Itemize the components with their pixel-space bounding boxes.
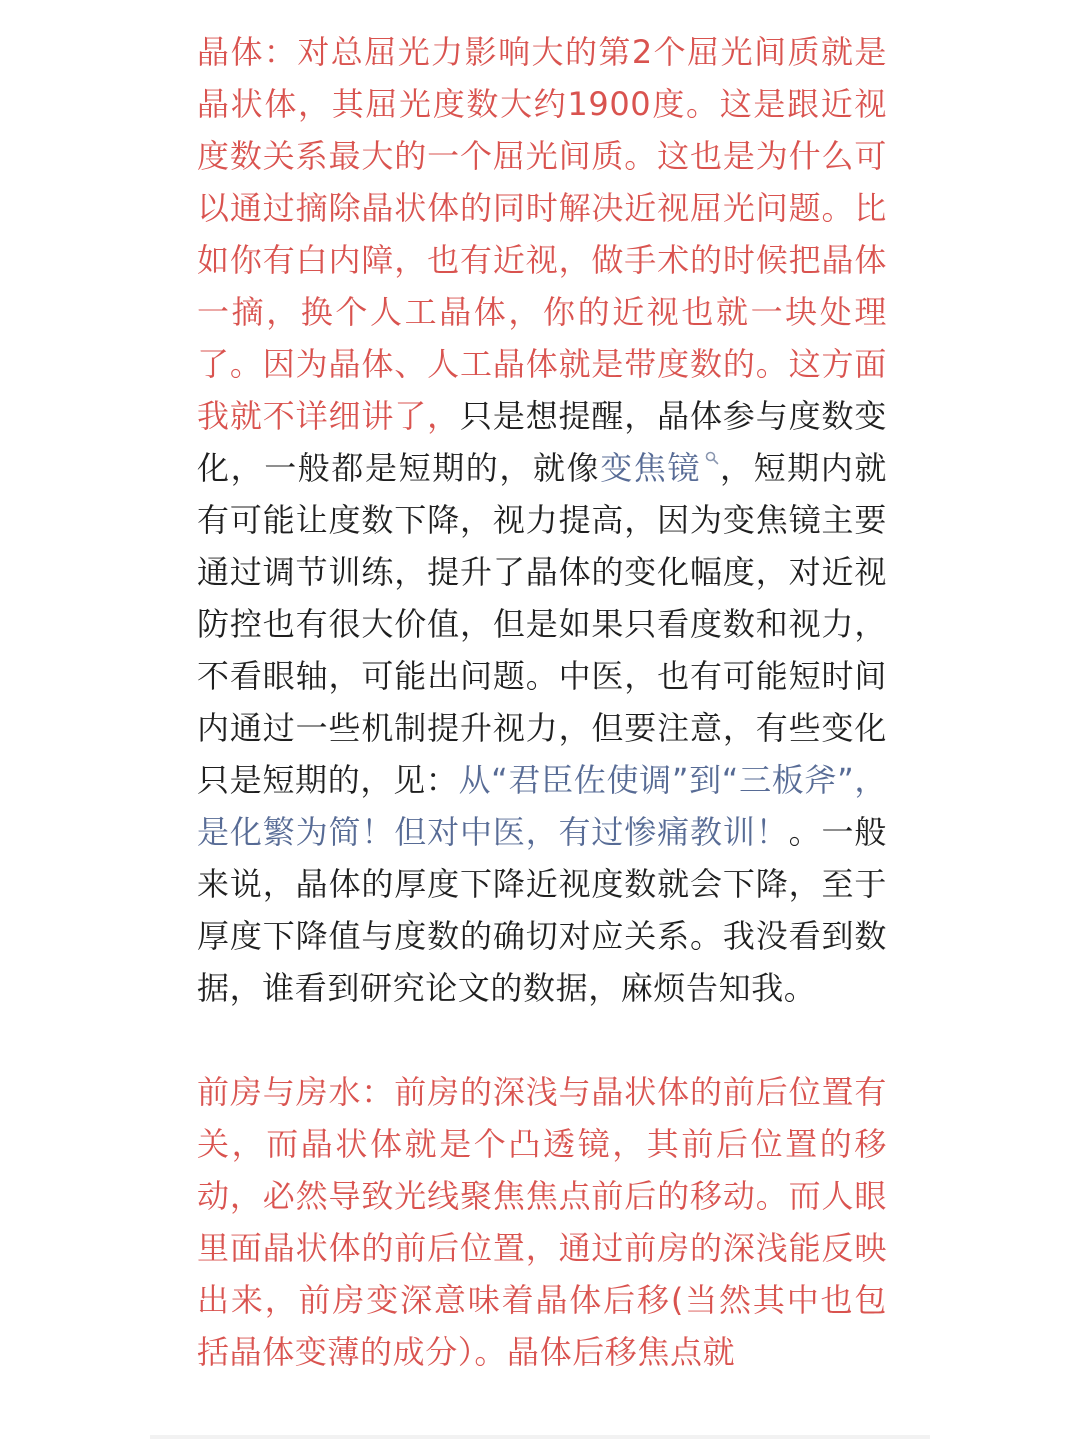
body-text: 只是想提醒，晶体参与度数变化，一般都是短期的，就像 (197, 397, 887, 487)
related-article-link[interactable]: 从“君臣佐使调”到“三板斧”，是化繁为简！但对中医，有过惨痛教训！ (197, 761, 887, 851)
body-text: 。一般来说，晶体的厚度下降近视度数就会下降，至于厚度下降值与度数的确切对应关系。我没看到数据，谁看到研究论文的数据，麻烦告知我。 (197, 813, 887, 1007)
zoom-lens-link[interactable] (600, 449, 719, 487)
zoom-lens-link-label[interactable]: 变焦镜 (600, 449, 701, 487)
article-body (197, 26, 887, 1378)
body-text: ，短期内就有可能让度数下降，视力提高，因为变焦镜主要通过调节训练，提升了晶体的变化幅度，对近视防控也有很大价值，但是如果只看度数和视力，不看眼轴，可能出问题。中医，也有可能短时间内通过一些机制提升视力，但要注意，有些变化只是短期的，见： (197, 449, 887, 799)
paragraph-anterior-chamber (197, 1066, 887, 1378)
divider (150, 1435, 930, 1439)
search-icon[interactable] (705, 451, 719, 465)
highlight-text: 晶体：对总屈光力影响大的第2个屈光间质就是晶状体，其屈光度数大约1900度。这是跟近视度数关系最大的一个屈光间质。这也是为什么可以通过摘除晶状体的同时解决近视屈光问题。比如你有白内障，也有近视，做手术的时候把晶体一摘，换个人工晶体，你的近视也就一块处理了。因为晶体、人工晶体就是带度数的。这方面我就不详细讲了， (197, 33, 887, 435)
highlight-text: 前房与房水：前房的深浅与晶状体的前后位置有关，而晶状体就是个凸透镜，其前后位置的移动，必然导致光线聚焦焦点前后的移动。而人眼里面晶状体的前后位置，通过前房的深浅能反映出来，前房变深意味着晶体后移(当然其中也包括晶体变薄的成分）。晶体后移焦点就 (197, 1073, 887, 1371)
paragraph-lens (197, 26, 887, 1014)
